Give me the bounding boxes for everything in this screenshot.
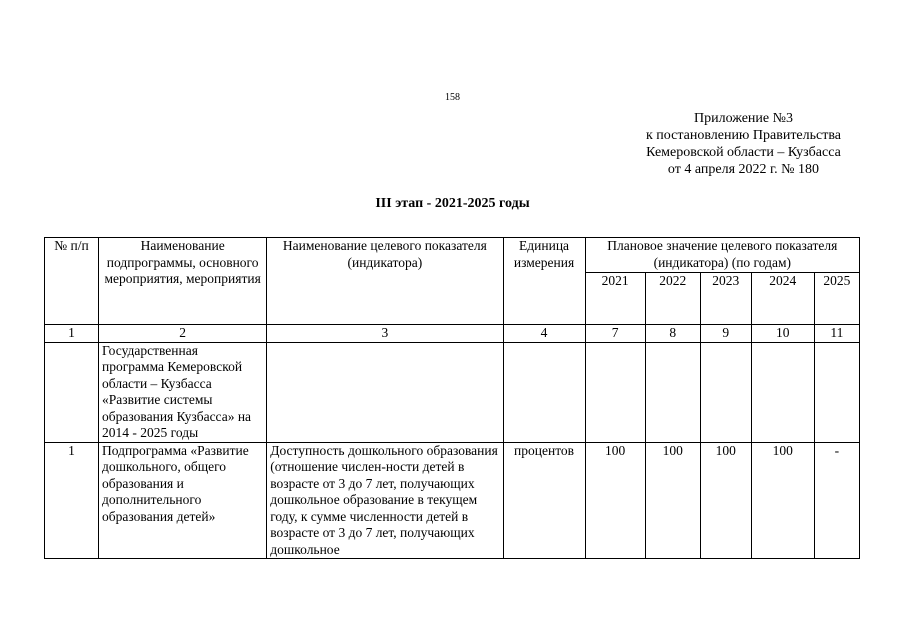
- column-number: 3: [267, 325, 503, 343]
- header-indicator-name: Наименование целевого показателя (индикатора): [267, 238, 503, 325]
- stage-title: III этап - 2021-2025 годы: [375, 196, 530, 211]
- column-number: 10: [751, 325, 814, 343]
- value-2022: 100: [645, 442, 700, 559]
- program-name: Государственная программа Кемеровской области – Кузбасса «Развитие системы образования Кузбасса» на 2014 - 2025 годы: [99, 342, 267, 442]
- appendix-line-4: от 4 апреля 2022 г. № 180: [667, 162, 820, 177]
- column-number: 1: [45, 325, 99, 343]
- column-number: 9: [700, 325, 751, 343]
- header-year: 2021: [585, 273, 645, 325]
- indicator-name: Доступность дошкольного образования (отношение числен-ности детей в возрасте от 3 до 7 лет, получающих дошкольное образование в текущем году, к сумме численности детей в возрасте от 3 до 7 лет, получающих дошкольное: [267, 442, 503, 559]
- table-row: [45, 442, 860, 559]
- appendix-line-2: к постановлению Правительства: [645, 128, 841, 143]
- header-year: 2023: [700, 273, 751, 325]
- value-2024: 100: [751, 442, 814, 559]
- row-number: 1: [45, 442, 99, 559]
- column-number: 2: [99, 325, 267, 343]
- value-2023: [700, 342, 751, 442]
- value-2024: [751, 342, 814, 442]
- unit: [503, 342, 585, 442]
- value-2023: 100: [700, 442, 751, 559]
- appendix-line-1: Приложение №3: [693, 111, 793, 126]
- row-number: [45, 342, 99, 442]
- value-2022: [645, 342, 700, 442]
- header-program-name: Наименование подпрограммы, основного мероприятия, мероприятия: [99, 238, 267, 325]
- indicators-table: [44, 237, 860, 559]
- page-number: 158: [445, 92, 460, 103]
- indicator-name: [267, 342, 503, 442]
- header-number: № п/п: [45, 238, 99, 325]
- table-row: [45, 342, 860, 442]
- header-unit: Единица измерения: [503, 238, 585, 325]
- header-row-1: [45, 238, 860, 273]
- appendix-line-3: Кемеровской области – Кузбасса: [646, 145, 841, 160]
- value-2025: [814, 342, 859, 442]
- column-numbers-row: [45, 325, 860, 343]
- header-year: 2024: [751, 273, 814, 325]
- header-plan-values: Плановое значение целевого показателя (индикатора) (по годам): [585, 238, 859, 273]
- value-2021: 100: [585, 442, 645, 559]
- column-number: 7: [585, 325, 645, 343]
- column-number: 4: [503, 325, 585, 343]
- appendix-block: [646, 110, 841, 178]
- column-number: 8: [645, 325, 700, 343]
- header-year: 2022: [645, 273, 700, 325]
- program-name: Подпрограмма «Развитие дошкольного, общего образования и дополнительного образования детей»: [99, 442, 267, 559]
- header-year: 2025: [814, 273, 859, 325]
- column-number: 11: [814, 325, 859, 343]
- value-2025: -: [814, 442, 859, 559]
- value-2021: [585, 342, 645, 442]
- unit: процентов: [503, 442, 585, 559]
